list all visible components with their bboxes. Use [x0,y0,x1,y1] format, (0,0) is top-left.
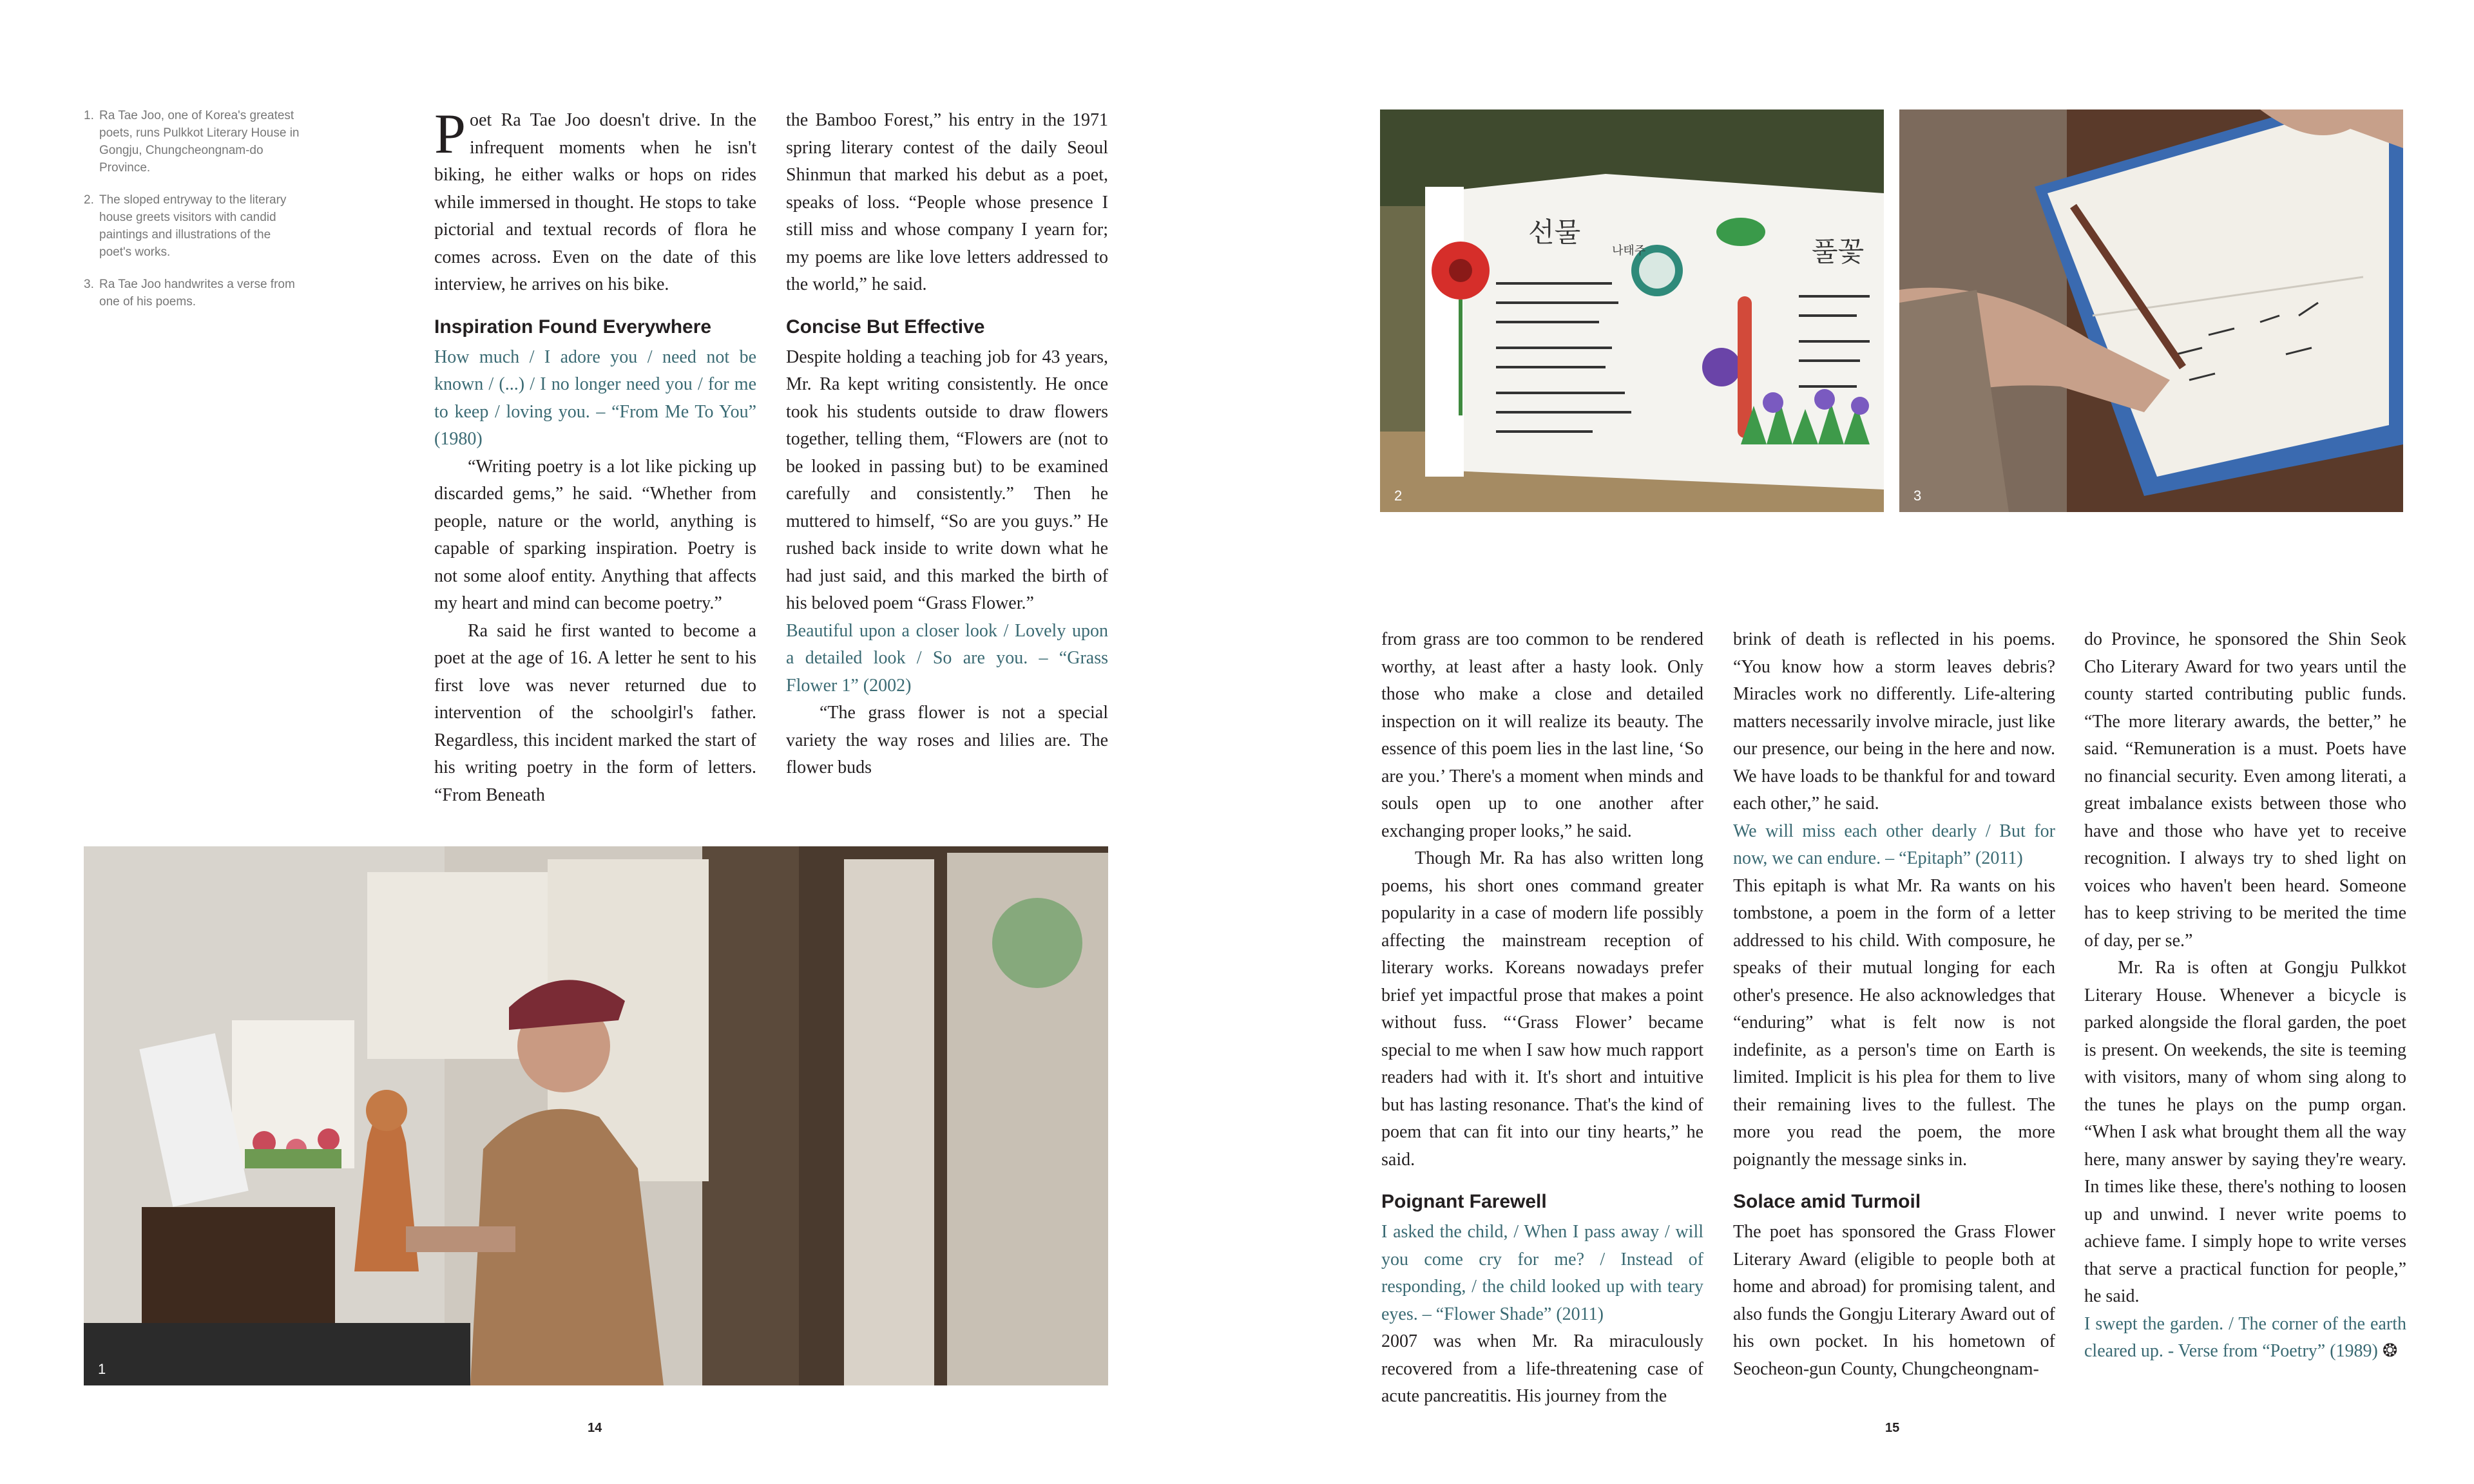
quote-poetry: I swept the garden. / The corner of the earth cleared up. - Verse from “Poetry” (1989) [2084,1313,2406,1361]
mural-title-left: 선물 [1528,216,1581,248]
mural-title-right: 풀꽃 [1812,236,1865,267]
paragraph: Despite holding a teaching job for 43 years, Mr. Ra kept writing consistently. He once took his students outside to draw flowers together, telling them, “Flowers are (not to be looked in passing but) to be examined carefully and consistently.” Then he muttered to himself, “So are you guys.” He rushed back inside to write down what he had just said, and this marked the birth of his beloved poem “Grass Flower.” [786,347,1108,613]
heading-solace-amid-turmoil: Solace amid Turmoil [1733,1191,1921,1212]
quote-epitaph: We will miss each other dearly / But for now, we can endure. – “Epitaph” (2011) [1733,821,2055,868]
opening-paragraph: Poet Ra Tae Joo doesn't drive. In the infrequent moments when he isn't biking, he either walks or hops on rides while immersed in thought. He stops to take pictorial and textual records of flora he comes across. Even on the date of this interview, he arrives on his bike. [434,103,756,294]
caption-3: 3. Ra Tae Joo handwrites a verse from one of his poems. [84,278,295,309]
caption-1: 1. Ra Tae Joo, one of Korea's greatest poets, runs Pulkkot Literary House in Gongju, Chungcheongnam-do Province. [84,109,300,175]
paragraph: Mr. Ra is often at Gongju Pulkkot Literary House. Whenever a bicycle is parked alongside the floral garden, the poet is present. On weekends, the site is teeming with visitors, many of whom sing along to the tunes he plays on the pump organ. “When I ask what brought them all the way here, many answer by saying they're weary. In times like these, there's nothing to loosen up and unwind. I never write poems to achieve fame. I simply hope to write verses that serve a practical function for people,” he said. [2084,958,2406,1306]
paragraph: the Bamboo Forest,” his entry in the 1971 spring literary contest of the daily Seoul Shinmun that marked his debut as a poet, speaks of loss. “People whose presence I still miss and whose company I yearn for; my poems are like love letters addressed to the world,” he said. [786,110,1108,294]
right-column-1 [1381,626,1703,1411]
paragraph: Though Mr. Ra has also written long poems, his short ones command greater popularity in a case of modern life possibly affecting the mainstream reception of literary works. Koreans nowadays prefer brief yet impactful prose that makes a point without fuss. “‘Grass Flower’ became special to me when I saw how much rapport readers had with it. It's short and intuitive but has lasting resonance. That's the kind of poem that can fit into our tiny hearts,” he said. [1381,848,1703,1170]
mural-wall-image [1380,109,1884,512]
paragraph: This epitaph is what Mr. Ra wants on his tombstone, a poem in the form of a letter addressed to his child. With composure, he speaks of their mutual longing for each other's presence. He also acknowledges that “enduring” what is felt now is not indefinite, as a person's time on Earth is limited. Implicit is his plea for them to live their remaining lives to the fullest. The more you read the poem, the more poignantly the message sinks in. [1733,875,2055,1170]
photo-2-number: 2 [1394,488,1403,504]
page-number-right: 15 [1885,1421,1900,1435]
left-column-1 [434,103,756,809]
photo-1-number: 1 [98,1361,106,1377]
heading-inspiration: Inspiration Found Everywhere [434,316,712,338]
paragraph: do Province, he sponsored the Shin Seok Cho Literary Award for two years until the county started contributing public funds. “The more literary awards, the better,” he said. “Remuneration is a must. Poets have no financial security. Even among literati, a great imbalance exists between those who have and those who have yet to receive recognition. I always try to shed light on voices who haven't been heard. Someone has to keep striving to be merited the time of day, per se.” [2084,629,2406,951]
right-column-2 [1733,626,2055,1383]
page-number-left: 14 [588,1421,602,1435]
quote-grass-flower: Beautiful upon a closer look / Lovely upon a detailed look / So are you. – “Grass Flower 1” (2002) [786,620,1108,696]
closing-quote-paragraph [2084,1311,2406,1365]
photo-mural-wall [1380,109,1884,512]
paragraph: “Writing poetry is a lot like picking up discarded gems,” he said. “Whether from people, nature or the world, anything is capable of sparking inspiration. Poetry is not some aloof entity. Anything that affects my heart and mind can become poetry.” [434,456,756,613]
photo-handwriting [1899,109,2403,512]
paragraph: “The grass flower is not a special variety the way roses and lilies are. The flower buds [786,703,1108,777]
heading-poignant-farewell: Poignant Farewell [1381,1191,1547,1212]
mural-author: 나태주 [1612,244,1646,258]
left-column-2 [786,107,1108,782]
paragraph: 2007 was when Mr. Ra miraculously recovered from a life-threatening case of acute pancreatitis. His journey from the [1381,1331,1703,1406]
handwriting-image [1899,109,2403,512]
drop-cap: P [434,103,466,166]
right-column-3 [2084,626,2406,1365]
quote-from-me-to-you: How much / I adore you / need not be known / (...) / I no longer need you / for me to keep / loving you. – “From Me To You” (1980) [434,347,756,449]
photo-captions [84,107,303,325]
paragraph: The poet has sponsored the Grass Flower Literary Award (eligible to people both at home and abroad) for promising talent, and also funds the Gongju Literary Award out of his own pocket. In his hometown of Seocheon-gun County, Chungcheongnam- [1733,1222,2055,1379]
caption-2: 2. The sloped entryway to the literary house greets visitors with candid paintings and illustrations of the poet's works. [84,193,287,259]
photo-3-number: 3 [1913,488,1922,504]
paragraph: from grass are too common to be rendered worthy, at least after a hasty look. Only those who make a close and detailed inspection on it will realize its beauty. The essence of this poem lies in the last line, ‘So are you.’ There's a moment when minds and souls open up to one another after exchanging proper looks,” he said. [1381,629,1703,841]
quote-flower-shade: I asked the child, / When I pass away / will you come cry for me? / Instead of responding, / the child looked up with teary eyes. – “Flower Shade” (2011) [1381,1222,1703,1324]
organ-scene-image [84,846,1108,1385]
paragraph: brink of death is reflected in his poems. “You know how a storm leaves debris? Miracles work no differently. Life-altering matters necessarily involve miracle, just like our presence, our being in the here and now. We have loads to be thankful for and toward each other,” he said. [1733,629,2055,813]
end-mark-icon: ❂ [2382,1341,2398,1361]
paragraph: Ra said he first wanted to become a poet at the age of 16. A letter he sent to his first love was never returned due to intervention of the schoolgirl's father. Regardless, this incident marked the start of his writing poetry in the form of letters. “From Beneath [434,620,756,805]
photo-poet-at-organ [84,846,1108,1385]
heading-concise: Concise But Effective [786,316,985,338]
